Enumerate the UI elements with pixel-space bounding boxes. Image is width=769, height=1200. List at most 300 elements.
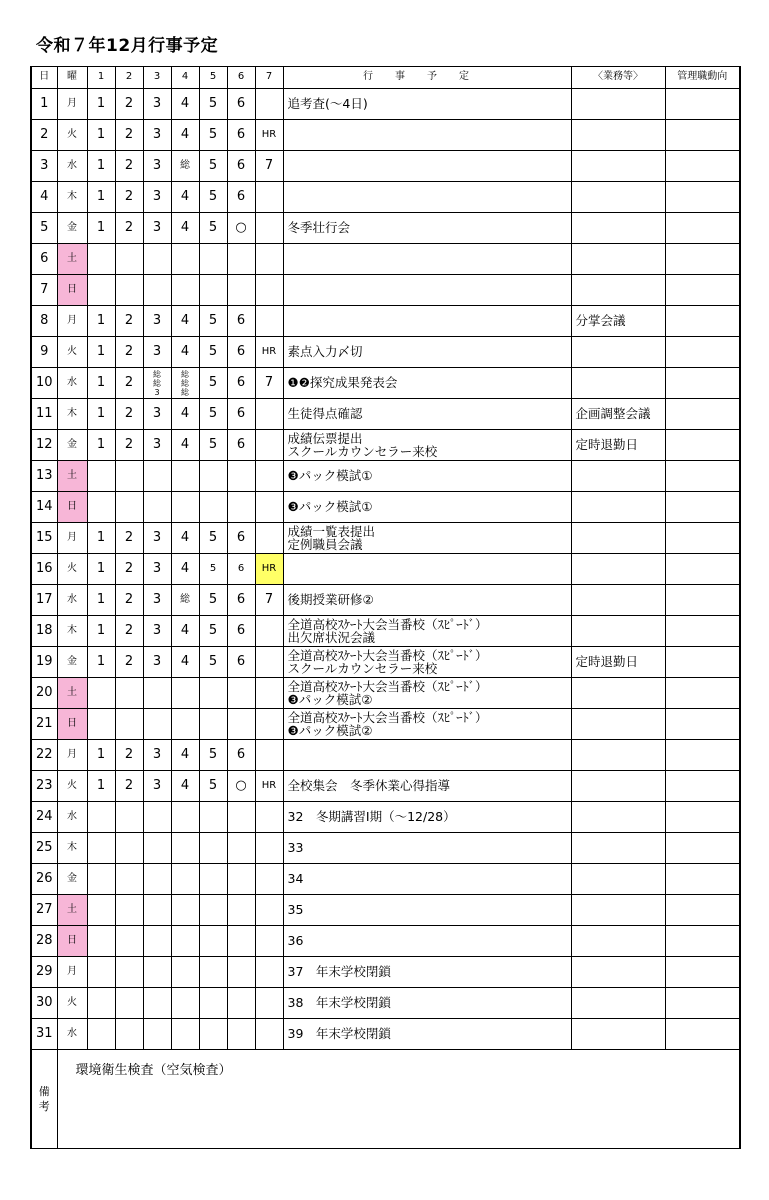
day-row: [31, 554, 740, 585]
period-cell: [87, 678, 115, 709]
weekday-cell: 月: [57, 523, 87, 554]
event-cell: [283, 864, 571, 895]
period-text: 3: [152, 623, 162, 639]
event-text: ❸パック模試②: [287, 723, 373, 738]
period-cell: [171, 926, 199, 957]
period-cell: [227, 337, 255, 368]
period-text: 5: [208, 127, 218, 143]
weekday-cell: 木: [57, 616, 87, 647]
period-text: 5: [208, 592, 218, 608]
date-cell: 17: [31, 585, 57, 616]
weekday-cell: 木: [57, 399, 87, 430]
period-cell: [115, 89, 143, 120]
event-text: ❸パック模試①: [287, 468, 373, 484]
period-cell: [171, 213, 199, 244]
business-cell: [571, 120, 665, 151]
business-cell: [571, 275, 665, 306]
period-cell: [143, 554, 171, 585]
manager-cell: [665, 213, 740, 244]
period-text: 2: [124, 344, 134, 360]
period-text: 2: [124, 530, 134, 546]
period-cell: [227, 244, 255, 275]
period-cell: [199, 337, 227, 368]
period-text: ○: [235, 220, 247, 236]
period-text: 1: [96, 561, 106, 577]
business-cell: [571, 678, 665, 709]
manager-cell: [665, 399, 740, 430]
header-cell: 管理職動向: [665, 67, 740, 89]
period-cell: [255, 399, 283, 430]
period-cell: [255, 709, 283, 740]
period-cell: [115, 802, 143, 833]
period-cell: [143, 182, 171, 213]
period-text: 5: [208, 437, 218, 453]
period-cell: [143, 368, 171, 399]
period-cell: [115, 988, 143, 1019]
period-cell: [255, 461, 283, 492]
period-cell: [199, 430, 227, 461]
period-cell: [255, 523, 283, 554]
event-text: スクールカウンセラー来校: [287, 661, 438, 676]
period-cell: [143, 988, 171, 1019]
event-text: 定例職員会議: [287, 537, 363, 552]
period-cell: [87, 399, 115, 430]
period-cell: [115, 306, 143, 337]
period-cell: [143, 616, 171, 647]
event-cell: [283, 120, 571, 151]
event-cell: [283, 89, 571, 120]
period-text: 2: [124, 375, 134, 391]
period-cell: [171, 89, 199, 120]
business-cell: [571, 151, 665, 182]
period-text: 総: [153, 369, 161, 379]
period-text: 2: [124, 592, 134, 608]
weekday-cell: 土: [57, 895, 87, 926]
period-cell: [143, 461, 171, 492]
business-cell: [571, 554, 665, 585]
manager-cell: [665, 709, 740, 740]
day-row: [31, 523, 740, 554]
event-cell: [283, 647, 571, 678]
period-text: 6: [236, 623, 246, 639]
period-cell: [87, 554, 115, 585]
manager-cell: [665, 523, 740, 554]
period-cell: [227, 678, 255, 709]
period-text: 6: [236, 406, 246, 422]
period-cell: [255, 213, 283, 244]
period-text: 1: [96, 437, 106, 453]
period-cell: [115, 647, 143, 678]
date-cell: 15: [31, 523, 57, 554]
period-cell: [115, 244, 143, 275]
business-cell: [571, 523, 665, 554]
period-text: 5: [208, 375, 218, 391]
period-cell: [199, 492, 227, 523]
date-cell: 5: [31, 213, 57, 244]
weekday-cell: 月: [57, 89, 87, 120]
period-text: 3: [152, 561, 162, 577]
weekday-cell: 金: [57, 864, 87, 895]
manager-cell: [665, 492, 740, 523]
period-cell: [143, 740, 171, 771]
period-cell: [255, 492, 283, 523]
period-cell: [115, 864, 143, 895]
date-cell: 1: [31, 89, 57, 120]
business-cell: 企画調整会議: [571, 399, 665, 430]
period-cell: [255, 368, 283, 399]
period-cell: [115, 771, 143, 802]
event-cell: [283, 926, 571, 957]
period-cell: [143, 151, 171, 182]
period-cell: [115, 895, 143, 926]
period-text: 3: [152, 158, 162, 174]
day-row: [31, 213, 740, 244]
manager-cell: [665, 275, 740, 306]
period-cell: [171, 740, 199, 771]
header-cell: 日: [31, 67, 57, 89]
date-cell: 12: [31, 430, 57, 461]
period-text: 3: [152, 344, 162, 360]
period-text: 7: [264, 375, 274, 391]
event-cell: [283, 399, 571, 430]
period-cell: [199, 771, 227, 802]
period-cell: [199, 306, 227, 337]
business-cell: [571, 368, 665, 399]
event-text: 素点入力〆切: [287, 344, 363, 360]
period-cell: [87, 89, 115, 120]
period-cell: [171, 244, 199, 275]
event-text: 全道高校ｽｹｰﾄ大会当番校（ｽﾋﾟｰﾄﾞ）: [287, 647, 488, 663]
event-text: 成績伝票提出: [287, 430, 363, 446]
period-text: 3: [152, 406, 162, 422]
event-cell: [283, 740, 571, 771]
date-cell: 26: [31, 864, 57, 895]
period-text: 5: [208, 189, 218, 205]
notes-label-char: 考: [38, 1100, 50, 1113]
period-cell: [199, 89, 227, 120]
weekday-cell: 火: [57, 988, 87, 1019]
period-cell: [227, 647, 255, 678]
date-cell: 28: [31, 926, 57, 957]
period-text: 1: [96, 127, 106, 143]
period-cell: [199, 151, 227, 182]
manager-cell: [665, 244, 740, 275]
manager-cell: [665, 337, 740, 368]
weekday-cell: 日: [57, 492, 87, 523]
period-cell: [199, 740, 227, 771]
period-cell: [87, 430, 115, 461]
day-row: [31, 895, 740, 926]
period-text: 2: [124, 313, 134, 329]
event-text: 37 年末学校閉鎖: [287, 964, 391, 980]
date-cell: 31: [31, 1019, 57, 1050]
business-cell: [571, 771, 665, 802]
event-text: スクールカウンセラー来校: [287, 444, 438, 459]
period-cell: [227, 833, 255, 864]
period-cell: [143, 647, 171, 678]
period-cell: [115, 461, 143, 492]
business-cell: [571, 616, 665, 647]
period-text: 5: [209, 562, 217, 574]
period-text: 2: [124, 747, 134, 763]
period-text: 1: [96, 375, 106, 391]
business-cell: [571, 740, 665, 771]
period-cell: [115, 492, 143, 523]
period-cell: [199, 244, 227, 275]
period-cell: [171, 151, 199, 182]
period-cell: [227, 864, 255, 895]
period-cell: [255, 740, 283, 771]
day-row: [31, 120, 740, 151]
period-cell: [143, 244, 171, 275]
period-cell: [115, 399, 143, 430]
business-cell: [571, 492, 665, 523]
period-text: 4: [180, 313, 190, 329]
period-text: 1: [96, 158, 106, 174]
period-text: 総: [181, 369, 189, 379]
period-cell: [143, 926, 171, 957]
manager-cell: [665, 1019, 740, 1050]
period-text: 2: [124, 96, 134, 112]
event-text: 36: [287, 933, 304, 949]
period-cell: [87, 1019, 115, 1050]
manager-cell: [665, 306, 740, 337]
weekday-cell: 火: [57, 771, 87, 802]
period-cell: [115, 151, 143, 182]
period-cell: [171, 988, 199, 1019]
period-text: 6: [236, 747, 246, 763]
period-cell: [227, 461, 255, 492]
period-cell: [87, 275, 115, 306]
event-text: 全道高校ｽｹｰﾄ大会当番校（ｽﾋﾟｰﾄﾞ）: [287, 616, 488, 632]
period-cell: [199, 213, 227, 244]
header-cell: 2: [115, 67, 143, 89]
event-text: 32 冬期講習Ⅰ期（～12/28）: [287, 809, 456, 825]
period-text: 5: [208, 220, 218, 236]
period-cell: [143, 492, 171, 523]
period-cell: [115, 337, 143, 368]
business-cell: [571, 895, 665, 926]
weekday-cell: 土: [57, 461, 87, 492]
period-cell: [199, 523, 227, 554]
period-cell: [171, 306, 199, 337]
period-cell: [87, 926, 115, 957]
period-cell: [171, 647, 199, 678]
period-cell: [255, 151, 283, 182]
business-cell: [571, 244, 665, 275]
period-cell: [199, 926, 227, 957]
manager-cell: [665, 368, 740, 399]
weekday-cell: 火: [57, 337, 87, 368]
period-cell: [227, 89, 255, 120]
period-cell: [143, 802, 171, 833]
event-text: 出欠席状況会議: [287, 630, 376, 645]
notes-label-char: 備: [38, 1085, 50, 1098]
day-row: [31, 771, 740, 802]
manager-cell: [665, 120, 740, 151]
weekday-cell: 水: [57, 1019, 87, 1050]
period-text: 1: [96, 747, 106, 763]
period-cell: [199, 957, 227, 988]
period-cell: [227, 740, 255, 771]
period-text: 6: [236, 530, 246, 546]
period-cell: [171, 399, 199, 430]
day-row: [31, 740, 740, 771]
period-text: 1: [96, 623, 106, 639]
event-cell: [283, 151, 571, 182]
period-cell: [255, 89, 283, 120]
business-cell: [571, 89, 665, 120]
period-text: 6: [236, 437, 246, 453]
period-cell: [255, 864, 283, 895]
period-text: 7: [264, 158, 274, 174]
period-text: 1: [96, 592, 106, 608]
weekday-cell: 金: [57, 430, 87, 461]
day-row: [31, 492, 740, 523]
period-cell: [115, 554, 143, 585]
period-cell: [227, 523, 255, 554]
period-cell: [87, 988, 115, 1019]
period-cell: [87, 585, 115, 616]
period-text: 2: [124, 778, 134, 794]
business-cell: [571, 585, 665, 616]
period-cell: [199, 554, 227, 585]
event-text: 全道高校ｽｹｰﾄ大会当番校（ｽﾋﾟｰﾄﾞ）: [287, 709, 488, 725]
period-text: 1: [96, 313, 106, 329]
day-row: [31, 151, 740, 182]
period-text: 1: [96, 189, 106, 205]
header-cell: 3: [143, 67, 171, 89]
period-cell: [199, 461, 227, 492]
period-cell: [143, 833, 171, 864]
period-text: 6: [237, 562, 245, 574]
period-cell: [115, 1019, 143, 1050]
period-cell: [255, 926, 283, 957]
business-cell: 定時退勤日: [571, 430, 665, 461]
event-cell: [283, 802, 571, 833]
date-cell: 30: [31, 988, 57, 1019]
period-text: 5: [208, 747, 218, 763]
period-cell: [255, 833, 283, 864]
period-cell: [227, 182, 255, 213]
period-cell: [87, 833, 115, 864]
day-row: [31, 368, 740, 399]
period-text: 1: [96, 778, 106, 794]
event-cell: [283, 616, 571, 647]
period-cell: [199, 616, 227, 647]
period-cell: [87, 740, 115, 771]
event-text: 全校集会 冬季休業心得指導: [287, 778, 451, 794]
weekday-cell: 水: [57, 151, 87, 182]
period-text: 6: [236, 654, 246, 670]
event-cell: [283, 895, 571, 926]
period-cell: [87, 864, 115, 895]
date-cell: 10: [31, 368, 57, 399]
day-row: [31, 957, 740, 988]
day-row: [31, 306, 740, 337]
weekday-cell: 月: [57, 306, 87, 337]
period-text: 6: [236, 344, 246, 360]
event-text: 成績一覧表提出: [287, 523, 376, 539]
weekday-cell: 月: [57, 740, 87, 771]
period-text: 4: [180, 747, 190, 763]
period-cell: [87, 461, 115, 492]
period-cell: [227, 430, 255, 461]
event-text: ❸パック模試①: [287, 499, 373, 515]
period-cell: [171, 523, 199, 554]
date-cell: 8: [31, 306, 57, 337]
period-cell: [115, 368, 143, 399]
period-cell: [171, 430, 199, 461]
period-text: 1: [96, 344, 106, 360]
business-cell: [571, 802, 665, 833]
period-cell: [199, 988, 227, 1019]
event-cell: [283, 988, 571, 1019]
period-cell: [227, 988, 255, 1019]
period-text: 3: [152, 747, 162, 763]
period-text: 総: [153, 378, 161, 388]
period-text: 3: [152, 189, 162, 205]
period-text: 2: [124, 189, 134, 205]
event-text: 34: [287, 871, 304, 887]
event-cell: [283, 461, 571, 492]
period-cell: [87, 213, 115, 244]
event-text: 全道高校ｽｹｰﾄ大会当番校（ｽﾋﾟｰﾄﾞ）: [287, 678, 488, 694]
period-cell: [87, 647, 115, 678]
period-cell: [255, 957, 283, 988]
event-text: ❸パック模試②: [287, 692, 373, 707]
manager-cell: [665, 430, 740, 461]
event-text: ❶❷探究成果発表会: [287, 375, 398, 391]
event-cell: [283, 523, 571, 554]
weekday-cell: 金: [57, 213, 87, 244]
period-text: 2: [124, 220, 134, 236]
period-cell: [171, 864, 199, 895]
event-text: 39 年末学校閉鎖: [287, 1026, 391, 1042]
notes-body: 環境衛生検査（空気検査）: [57, 1050, 740, 1149]
event-cell: [283, 430, 571, 461]
period-cell: [87, 492, 115, 523]
weekday-cell: 日: [57, 275, 87, 306]
day-row: [31, 647, 740, 678]
period-cell: [115, 740, 143, 771]
period-cell: [115, 957, 143, 988]
period-text: 4: [180, 96, 190, 112]
header-row: [31, 67, 740, 89]
period-cell: [227, 771, 255, 802]
period-text: 4: [180, 654, 190, 670]
period-cell: [143, 430, 171, 461]
event-cell: [283, 182, 571, 213]
day-row: [31, 89, 740, 120]
date-cell: 6: [31, 244, 57, 275]
day-row: [31, 833, 740, 864]
period-cell: [143, 895, 171, 926]
period-text: 3: [152, 654, 162, 670]
period-text: 6: [236, 375, 246, 391]
weekday-cell: 土: [57, 678, 87, 709]
event-cell: [283, 554, 571, 585]
business-cell: [571, 988, 665, 1019]
period-text: 3: [152, 96, 162, 112]
day-row: [31, 926, 740, 957]
period-cell: [171, 771, 199, 802]
period-cell: [115, 585, 143, 616]
period-text: 3: [152, 530, 162, 546]
period-text: 2: [124, 127, 134, 143]
period-cell: [171, 120, 199, 151]
period-cell: [143, 1019, 171, 1050]
